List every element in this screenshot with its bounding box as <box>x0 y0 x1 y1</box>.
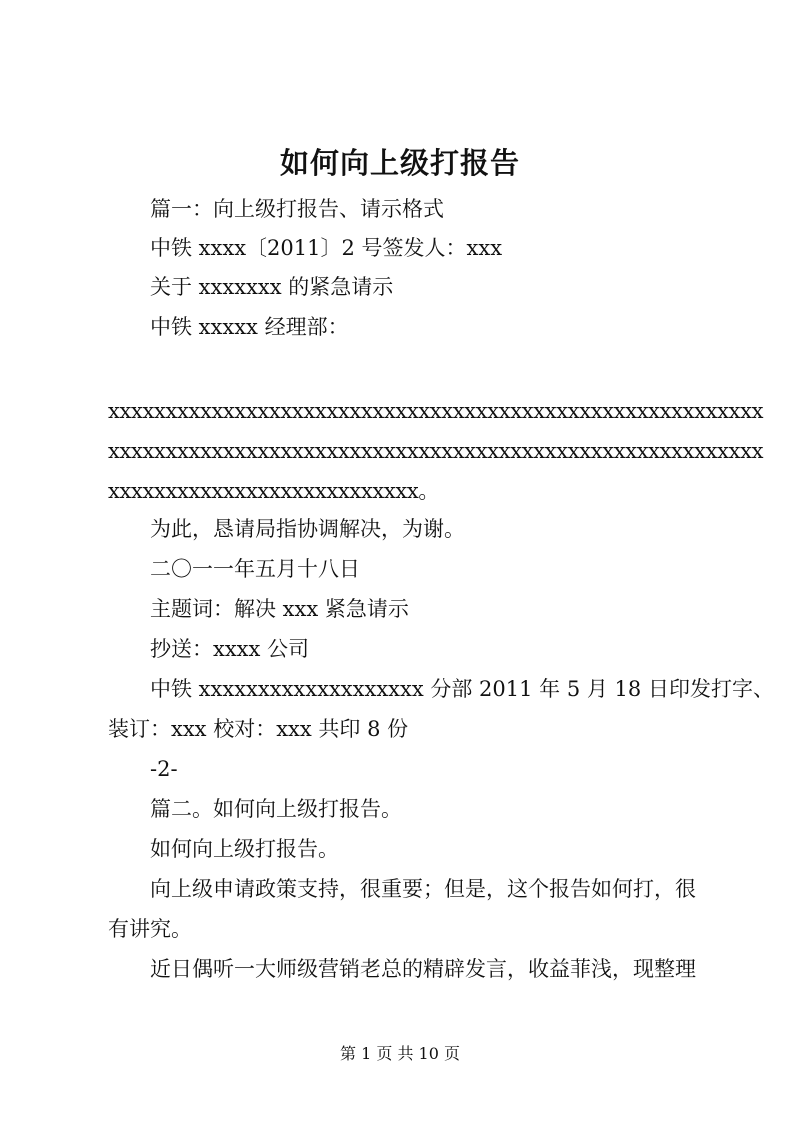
closing-text: 为此，恳请局指协调解决，为谢。 <box>150 517 465 541</box>
paragraph-text: 向上级申请政策支持，很重要；但是，这个报告如何打，很 <box>150 877 696 901</box>
document-date: 二〇一一年五月十八日 <box>150 557 360 581</box>
request-subject: 关于 xxxxxxx 的紧急请示 <box>150 275 394 299</box>
copy-to: 抄送：xxxx 公司 <box>150 637 310 661</box>
paragraph-text: 如何向上级打报告。 <box>150 837 339 861</box>
section-heading: 篇二。如何向上级打报告。 <box>150 797 402 821</box>
paragraph-text: 近日偶听一大师级营销老总的精辟发言，收益菲浅，现整理 <box>150 957 696 981</box>
issue-info: 中铁 xxxxxxxxxxxxxxxxxxx 分部 2011 年 5 月 18 日印发打字、 <box>150 677 774 701</box>
document-title: 如何向上级打报告 <box>279 146 520 180</box>
paragraph-text: 有讲究。 <box>108 917 192 941</box>
body-text-line: xxxxxxxxxxxxxxxxxxxxxxxxxxxxxxxxxxxxxxxxxxxxxxxxxxxxxxxxx <box>108 439 764 463</box>
document-number: 中铁 xxxx〔2011〕2 号签发人：xxx <box>150 236 503 260</box>
page-footer: 第 1 页 共 10 页 <box>340 1044 460 1063</box>
subject-keywords: 主题词：解决 xxx 紧急请示 <box>150 597 409 621</box>
section-heading: 篇一：向上级打报告、请示格式 <box>150 197 444 221</box>
issue-info-continued: 装订：xxx 校对：xxx 共印 8 份 <box>108 717 409 741</box>
addressee: 中铁 xxxxx 经理部： <box>150 315 349 339</box>
body-text-line: xxxxxxxxxxxxxxxxxxxxxxxxxxx。 <box>108 479 439 503</box>
body-text-line: xxxxxxxxxxxxxxxxxxxxxxxxxxxxxxxxxxxxxxxxxxxxxxxxxxxxxxxxx <box>108 399 764 423</box>
inner-page-number: -2- <box>150 757 178 781</box>
